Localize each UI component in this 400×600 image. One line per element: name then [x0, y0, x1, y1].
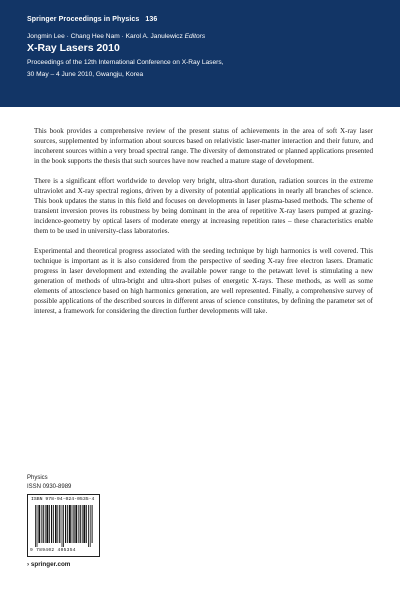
barcode-box — [27, 494, 100, 557]
editors-line — [27, 33, 205, 40]
editor-names: Jongmin Lee · Chang Hee Nam · Karol A. Janulewicz — [27, 33, 183, 40]
blurb-paragraph-3: Experimental and theoretical progress associated with the seeding technique by high harmonics is well covered. This technique is important as it is also considered from the perspective of seeding X-ray free electron lasers. Dramatic progress in laser development and extending the available power range to the petawatt level is stimulating a new generation of methods of ultra-bright and ultra-short pulses of energetic X-rays. These methods, as well as some elements of attoscience based on high harmonics generation, are well represented. Finally, a comprehensive survey of possible applications of the described sources in different areas of science constitutes, by defining the parameter set of interest, a framework for considering the direction further developments will take. — [34, 247, 373, 315]
series-number: 136 — [145, 16, 158, 23]
barcode-image — [35, 505, 93, 547]
book-title: X-Ray Lasers 2010 — [27, 42, 120, 54]
blurb-paragraph-2: There is a significant effort worldwide to develop very bright, ultra-short duration, radiation sources in the extreme ultraviolet and X-ray spectral regions, driven by a diversity of potential applications in nearly all branches of science. This book updates the status in this field and focuses on developments in laser plasma-based methods. The scheme of transient inversion proves its robustness by being dominant in the area of repetitive X-ray lasers pumped at grazing-incidence-geometry by optical lasers of moderate energy at increasing repetition rates – these characteristics enable them to be used in university-class laboratories. — [34, 177, 373, 235]
blurb-paragraph-1: This book provides a comprehensive review of the present status of achievements in the area of soft X-ray laser sources, supplemented by information about sources based on relativistic laser-matter interaction and their future, and incoherent sources within a very broad spectral range. The diversity of demonstrated or planned applications presented in the book supports the thesis that such sources have now reached a mature stage of development. — [34, 127, 373, 165]
isbn-number: ISBN 978-94-024-0535-4 — [31, 497, 95, 502]
series-line — [27, 16, 157, 23]
classification-block — [27, 474, 71, 491]
publisher-link[interactable]: › springer.com — [27, 561, 71, 568]
issn-number: ISSN 0930-8989 — [27, 483, 72, 490]
editors-role: Editors — [184, 33, 206, 40]
subtitle-line-1: Proceedings of the 12th International Conference on X-Ray Lasers, — [27, 59, 224, 66]
book-subtitle — [27, 57, 327, 80]
subtitle-line-2: 30 May – 4 June 2010, Gwangju, Korea — [27, 70, 144, 78]
blurb-text — [34, 126, 373, 326]
cover-header-band — [0, 0, 400, 107]
barcode-digits: 9 789402 405354 — [30, 548, 76, 553]
subject-category: Physics — [27, 475, 48, 481]
series-name: Springer Proceedings in Physics — [27, 16, 140, 23]
